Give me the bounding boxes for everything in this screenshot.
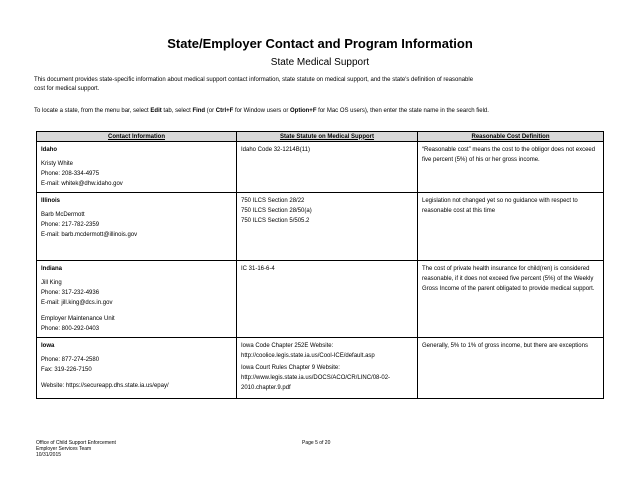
statute-cell [237, 338, 418, 399]
state-name: Idaho [41, 147, 57, 153]
column-header-cost: Reasonable Cost Definition [418, 132, 604, 142]
page-title: State/Employer Contact and Program Information [167, 36, 473, 51]
state-name: Illinois [41, 198, 61, 204]
locate-text: for Window users or [233, 108, 290, 114]
column-header-statute: State Statute on Medical Support [237, 132, 418, 142]
ctrl-f-keyword: Ctrl+F [215, 108, 234, 114]
contact-line: Phone: 217-782-2359 [41, 222, 100, 228]
page-subtitle: State Medical Support [270, 57, 370, 68]
intro-line-2: cost for medical support. [34, 86, 100, 92]
cost-text: Generally, 5% to 1% of gross income, but there are exceptions [422, 343, 588, 349]
edit-keyword: Edit [150, 108, 162, 114]
cost-text: “Reasonable cost” means the cost to the obligor does not exceed five percent (5%) of his or her gross income. [422, 147, 596, 163]
contact-line: Jill King [41, 280, 62, 286]
find-keyword: Find [192, 108, 206, 114]
footer-date: 10/31/2015 [36, 452, 62, 458]
intro-line-1: This document provides state-specific information about medical support contact information, state statute on medical support, and the state's definition of reasonable [34, 77, 474, 83]
table-header-row [37, 132, 604, 142]
contact-line: Employer Maintenance Unit [41, 316, 115, 322]
contact-line: Phone: 800-292-0403 [41, 326, 100, 332]
statute-cell [237, 142, 418, 193]
table-row [37, 338, 604, 399]
website-link[interactable]: Website: https://secureapp.dhs.state.ia.us/epay/ [41, 383, 169, 389]
cost-cell [418, 142, 604, 193]
footer-team: Employer Services Team [36, 446, 92, 452]
contact-line: Phone: 877-274-2580 [41, 357, 100, 363]
table-row [37, 142, 604, 193]
statute-line: Iowa Code Chapter 252E Website: [241, 343, 334, 349]
contact-cell [37, 142, 237, 193]
cost-cell [418, 261, 604, 338]
statute-link[interactable]: 2010.chapter.9.pdf [241, 385, 291, 391]
intro-paragraph [34, 76, 604, 94]
cost-text: The cost of private health insurance for child(ren) is considered reasonable, if it does not exceed five percent (5%) of the Weekly Gross Income of the parent obligated to provide medical support. [422, 266, 595, 292]
statute-link[interactable]: http://www.legis.state.ia.us/DOCS/ACO/CR/LINC/08-02- [241, 375, 391, 381]
contact-cell [37, 193, 237, 261]
cost-cell [418, 338, 604, 399]
table-row [37, 193, 604, 261]
contact-line: Phone: 208-334-4975 [41, 171, 100, 177]
statute-line: IC 31-16-6-4 [241, 266, 275, 272]
locate-text: (or [205, 108, 216, 114]
footer-office-block [36, 440, 116, 458]
statute-line: Idaho Code 32-1214B(11) [241, 147, 310, 153]
locate-instructions [34, 107, 604, 116]
statute-line: 750 ILCS Section 5/505.2 [241, 218, 310, 224]
locate-text: for Mac OS users), then enter the state name in the search field. [316, 108, 489, 114]
cost-cell [418, 193, 604, 261]
statute-line: Iowa Court Rules Chapter 9 Website: [241, 365, 340, 371]
option-f-keyword: Option+F [289, 108, 317, 114]
statute-line: 750 ILCS Section 28/50(a) [241, 208, 312, 214]
statute-cell [237, 261, 418, 338]
state-name: Iowa [41, 343, 55, 349]
locate-text: To locate a state, from the menu bar, select [34, 108, 151, 114]
cost-text: Legislation not changed yet so no guidance with respect to reasonable cost at this time [422, 198, 578, 214]
contact-line: E-mail: whitek@dhw.idaho.gov [41, 181, 123, 187]
contact-line: Kristy White [41, 161, 74, 167]
contact-line: Fax: 319-226-7150 [41, 367, 92, 373]
footer-office: Office of Child Support Enforcement [36, 440, 116, 446]
contact-line: E-mail: barb.mcdermott@illinois.gov [41, 232, 138, 238]
contact-line: E-mail: jill.king@dcs.in.gov [41, 300, 113, 306]
state-info-table [36, 131, 604, 399]
statute-link[interactable]: http://coolice.legis.state.ia.us/Cool-ICE/default.asp [241, 353, 375, 359]
contact-line: Phone: 317-232-4936 [41, 290, 100, 296]
contact-cell [37, 261, 237, 338]
column-header-contact: Contact Information [37, 132, 237, 142]
locate-text: tab, select [161, 108, 193, 114]
table-row [37, 261, 604, 338]
statute-cell [237, 193, 418, 261]
contact-cell [37, 338, 237, 399]
statute-line: 750 ILCS Section 28/22 [241, 198, 305, 204]
state-name: Indiana [41, 266, 63, 272]
contact-line: Barb McDermott [41, 212, 85, 218]
page-number: Page 5 of 20 [302, 440, 331, 446]
